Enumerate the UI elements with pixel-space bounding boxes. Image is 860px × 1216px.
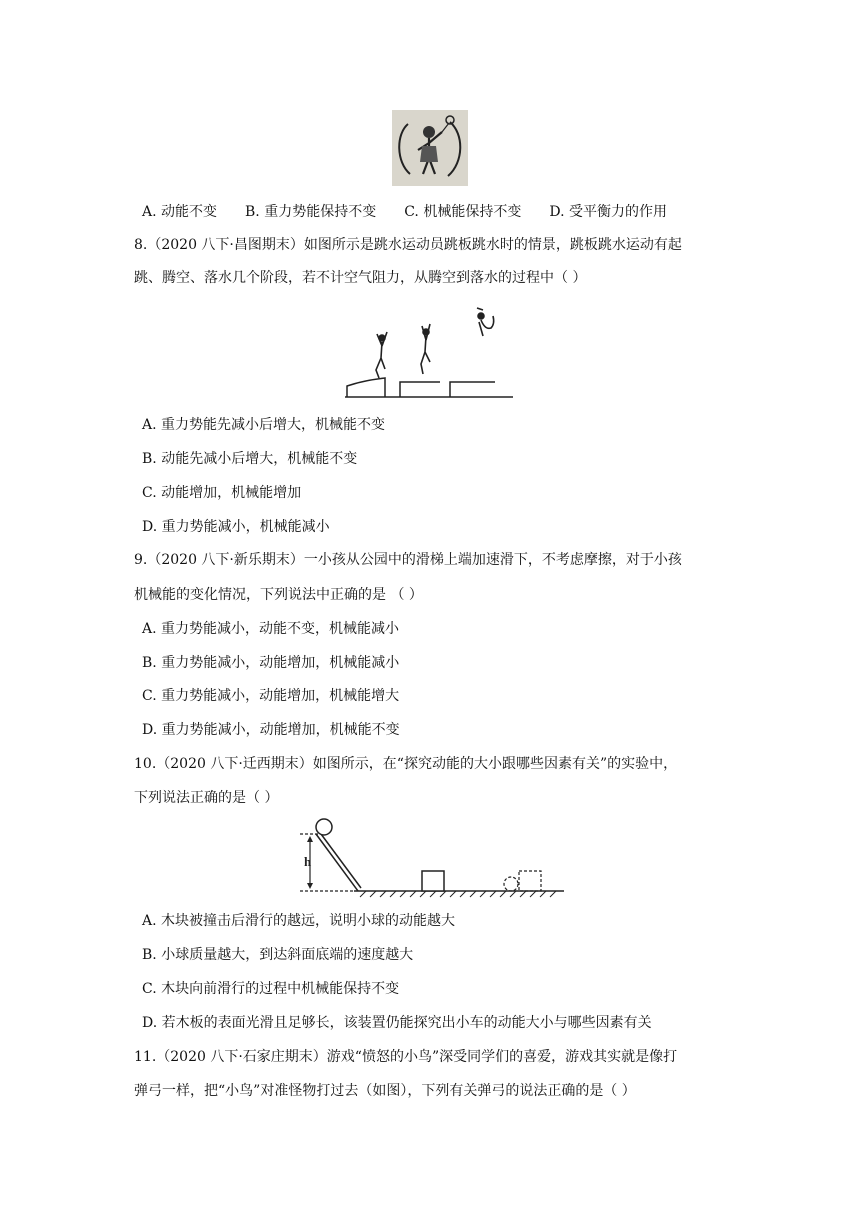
q8-option-c: C. 动能增加，机械能增加: [142, 485, 302, 501]
q7-option-c: C. 机械能保持不变: [404, 204, 522, 220]
q8-stem-line1: 8.（2020 八下·昌图期末）如图所示是跳水运动员跳板跳水时的情景，跳板跳水运动有起: [134, 237, 682, 253]
q10-figure: [298, 814, 568, 898]
q7-options: [142, 201, 762, 221]
q9-stem-line2: 机械能的变化情况，下列说法中正确的是 （ ）: [134, 587, 423, 603]
q10-stem-line2: 下列说法正确的是（ ）: [134, 790, 279, 806]
q8-option-d: D. 重力势能减小，机械能减小: [142, 519, 330, 535]
q7-option-d: D. 受平衡力的作用: [549, 204, 667, 220]
q9-option-a: A. 重力势能减小，动能不变，机械能减小: [142, 621, 400, 637]
q8-option-a: A. 重力势能先减小后增大，机械能不变: [142, 417, 386, 433]
q7-option-b: B. 重力势能保持不变: [245, 204, 377, 220]
q10-figure-label-h: h: [304, 854, 312, 869]
q11-stem-line2: 弹弓一样，把“小鸟”对准怪物打过去（如图），下列有关弹弓的说法正确的是（ ）: [134, 1083, 636, 1099]
q10-option-c: C. 木块向前滑行的过程中机械能保持不变: [142, 981, 400, 997]
q10-option-d: D. 若木板的表面光滑且足够长，该装置仍能探究出小车的动能大小与哪些因素有关: [142, 1015, 652, 1031]
q10-option-a: A. 木块被撞击后滑行的越远，说明小球的动能越大: [142, 913, 456, 929]
q9-option-b: B. 重力势能减小，动能增加，机械能减小: [142, 655, 400, 671]
q9-option-d: D. 重力势能减小，动能增加，机械能不变: [142, 722, 400, 738]
q11-stem-line1: 11.（2020 八下·石家庄期末）游戏“愤怒的小鸟”深受同学们的喜爱，游戏其实就是像打: [134, 1049, 678, 1065]
q7-figure: [392, 110, 468, 186]
q10-option-b: B. 小球质量越大，到达斜面底端的速度越大: [142, 947, 414, 963]
q9-stem-line1: 9.（2020 八下·新乐期末）一小孩从公园中的滑梯上端加速滑下，不考虑摩擦，对于小孩: [134, 552, 682, 568]
q7-option-a: A. 动能不变: [142, 204, 218, 220]
q8-option-b: B. 动能先减小后增大，机械能不变: [142, 451, 358, 467]
q10-stem-line1: 10.（2020 八下·迁西期末）如图所示，在“探究动能的大小跟哪些因素有关”的实验中，: [134, 756, 678, 772]
q9-option-c: C. 重力势能减小，动能增加，机械能增大: [142, 688, 400, 704]
q8-stem-line2: 跳、腾空、落水几个阶段，若不计空气阻力，从腾空到落水的过程中（ ）: [134, 270, 587, 286]
q8-figure: [345, 302, 515, 400]
